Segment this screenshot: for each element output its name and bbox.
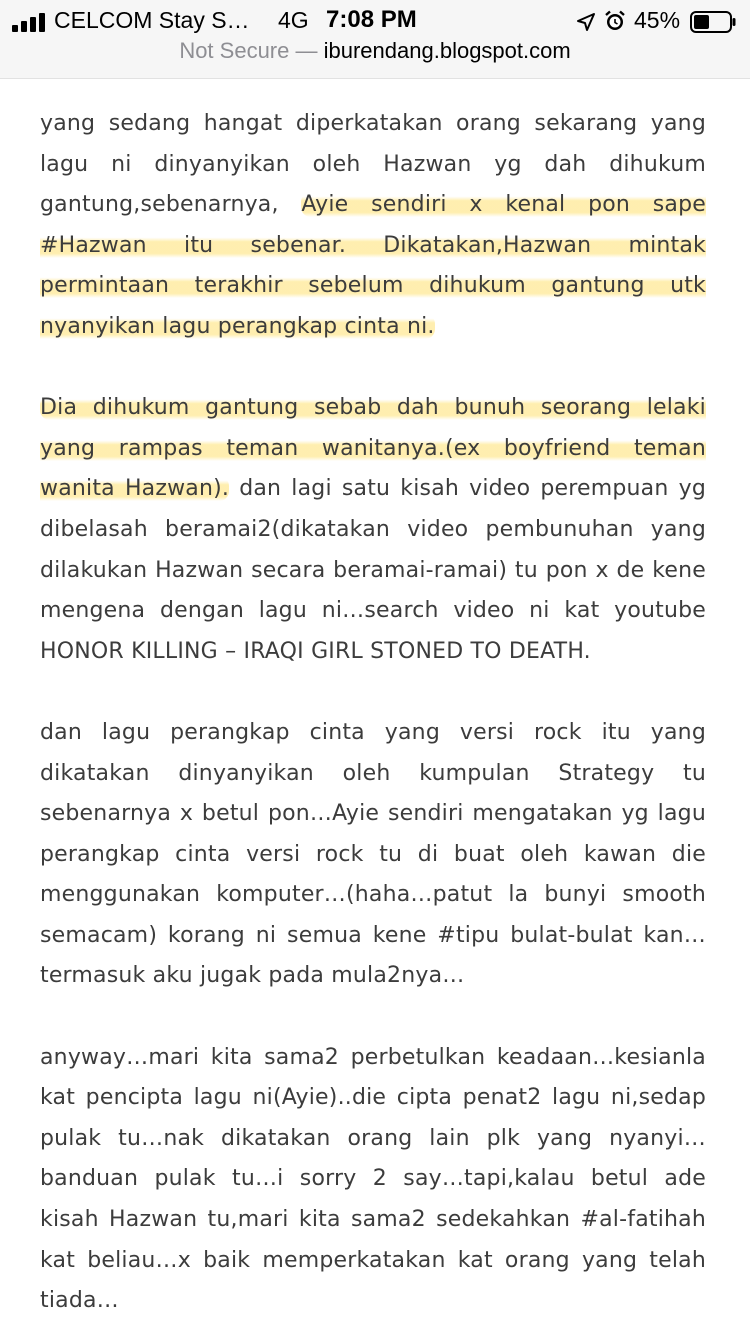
browser-top-bar <box>0 0 750 79</box>
highlighted-text-1: Ayie sendiri x kenal pon sape #Hazwan itu sebenar. Dikatakan,Hazwan mintak permintaan terakhir sebelum dihukum gantung utk nyanyikan lagu perangkap cinta ni. <box>40 192 706 339</box>
paragraph-2 <box>40 388 706 672</box>
alarm-clock-icon <box>604 10 626 32</box>
status-time: 7:08 PM <box>326 6 417 33</box>
signal-icon <box>12 12 48 32</box>
site-domain: iburendang.blogspot.com <box>323 38 571 63</box>
paragraph-3: dan lagu perangkap cinta yang versi rock itu yang dikatakan dinyanyikan oleh kumpulan Strategy tu sebenarnya x betul pon…Ayie sendiri mengatakan yg lagu perangkap cinta versi rock tu di buat oleh kawan die menggunakan komputer…(haha…patut la bunyi smooth semacam) korang ni semua kene #tipu bulat-bulat kan…termasuk aku jugak pada mula2nya… <box>40 719 706 989</box>
status-bar <box>0 4 750 38</box>
location-arrow-icon <box>576 12 596 32</box>
paragraph-4: anyway…mari kita sama2 perbetulkan keadaan…kesianla kat pencipta lagu ni(Ayie)..die cipta penat2 lagu ni,sedap pulak tu…nak dikatakan orang lain plk yang nyanyi…banduan pulak tu…i sorry 2 say…tapi,kalau betul ade kisah Hazwan tu,mari kita sama2 sedekahkan #al-fatihah kat beliau…x baik memperkatakan kat orang yang telah tiada… <box>40 1044 706 1314</box>
address-separator: — <box>295 38 318 63</box>
paragraph-2-text: dan lagi satu kisah video perempuan yg dibelasah beramai2(dikatakan video pembunuhan yang dilakukan Hazwan secara beramai-ramai) tu pon x de kene mengena dengan lagu ni…search video ni kat youtube HONOR KILLING – IRAQI GIRL STONED TO DEATH. <box>40 476 706 664</box>
battery-icon <box>690 11 736 33</box>
not-secure-label: Not Secure <box>179 38 290 63</box>
article-body <box>40 104 706 1334</box>
network-type: 4G <box>278 7 309 33</box>
paragraph-1-text: yang sedang hangat diperkatakan orang sekarang yang lagu ni dinyanyikan oleh Hazwan yg dah dihukum gantung,sebenarnya, <box>40 111 706 218</box>
paragraph-1 <box>40 104 706 348</box>
highlighted-text-2: Dia dihukum gantung sebab dah bunuh seorang lelaki yang rampas teman wanitanya.(ex boyfriend teman wanita Hazwan). <box>40 395 706 502</box>
address-bar[interactable] <box>0 38 750 72</box>
battery-percentage: 45% <box>634 7 681 33</box>
carrier-name: CELCOM Stay S… <box>54 7 250 33</box>
